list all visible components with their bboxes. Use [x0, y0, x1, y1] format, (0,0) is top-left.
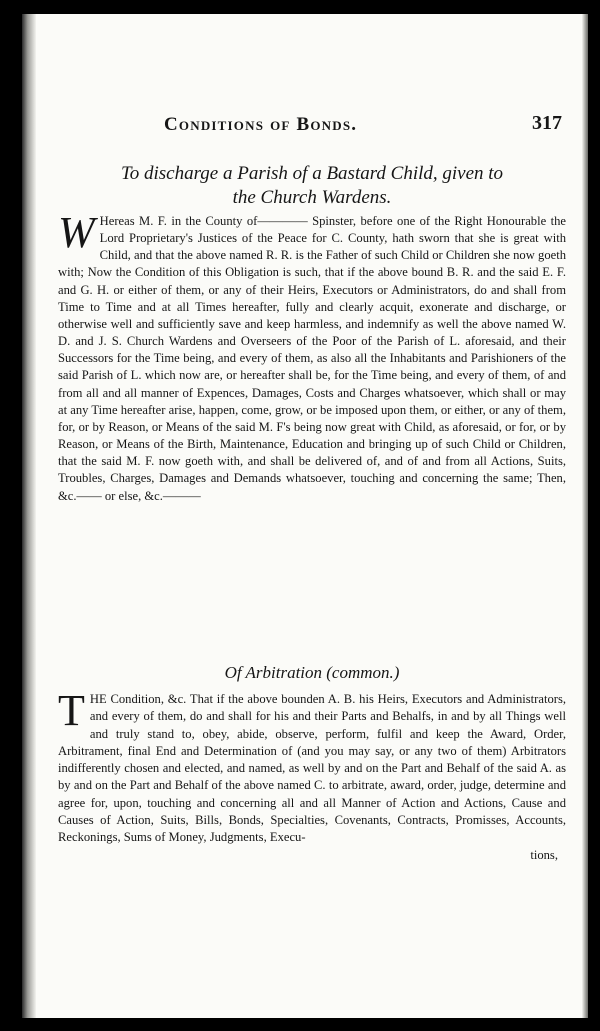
book-page — [22, 14, 588, 1018]
catchword: tions, — [530, 847, 558, 862]
page-gutter-shadow — [22, 14, 36, 1018]
section-body-text: Hereas M. F. in the County of———— Spinster, before one of the Right Honourable the Lord Proprietary's Justices of the Peace for C. County, hath sworn that she is great with Child, and that the above named R. R. is the Father of such Child or Children she now goeth with; Now the Condition of this Obligation is such, that if the above bound B. R. and the said E. F. and G. H. or either of them, or any of their Heirs, Executors or Administrators, do and shall from Time to Time and at all Times hereafter, fully and clearly acquit, exonerate and discharge, or otherwise well and sufficiently save and keep harmless, and indemnify as well the above named W. D. and J. S. Church Wardens and Overseers of the Poor of the Parish of L. aforesaid, and their Successors for the Time being, and every of them, as also all the Inhabitants and Parishioners of the said Parish of L. which now are, or hereafter shall be, for the Time being, and every of them, of and from all and all manner of Expences, Damages, Costs and Charges whatsoever, which shall or may at any Time hereafter arise, happen, come, grow, or be imposed upon them, or either, or any of them, for, or by Reason, or Means of the said M. F's being now great with Child, as aforesaid, or for, or by Reason, or Means of the Birth, Maintenance, Education and bringing up of such Child or Children, that the said M. F. now goeth with, and shall be delivered of, and of and from all Actions, Suits, Troubles, Charges, Damages and Demands whatsoever, touching and concerning the same; Then, &c.—— or else, &c.——— — [58, 214, 566, 503]
page-number: 317 — [532, 112, 562, 134]
section-body-text: HE Condition, &c. That if the above bounden A. B. his Heirs, Executors and Administrators, and every of them, do and shall for his and their Parts and Behalfs, in and by all Things well and truly stand to, obey, abide, observe, perform, fulfil and keep the Award, Order, Arbitrament, final End and Determination of (and you may say, or any two of them) Arbitrators indifferently chosen and elected, and named, as well by and on the Part and Behalf of the said A. as by and on the Part and Behalf of the above named C. to arbitrate, award, order, judge, determine and agree for, upon, touching and concerning all and all Manner of Action and Actions, Cause and Causes of Action, Suits, Bills, Bonds, Specialties, Covenants, Contracts, Promisses, Accounts, Reckonings, Sums of Money, Judgments, Execu- — [58, 692, 566, 845]
section-title-line-2: the Church Wardens. — [232, 187, 392, 208]
section-title-line-1: To discharge a Parish of a Bastard Child, given to — [120, 163, 504, 184]
drop-cap-t: T — [58, 686, 85, 735]
section-title-arbitration: Of Arbitration (common.) — [224, 663, 400, 682]
section-body-arbitration — [58, 686, 566, 864]
section-body-bastard-child — [58, 208, 566, 505]
page-edge-shadow — [582, 14, 588, 1018]
page-header — [22, 114, 588, 148]
running-head: Conditions of Bonds. — [164, 114, 358, 135]
section-title-bastard-child — [62, 162, 562, 210]
drop-cap-w: W — [58, 208, 95, 257]
